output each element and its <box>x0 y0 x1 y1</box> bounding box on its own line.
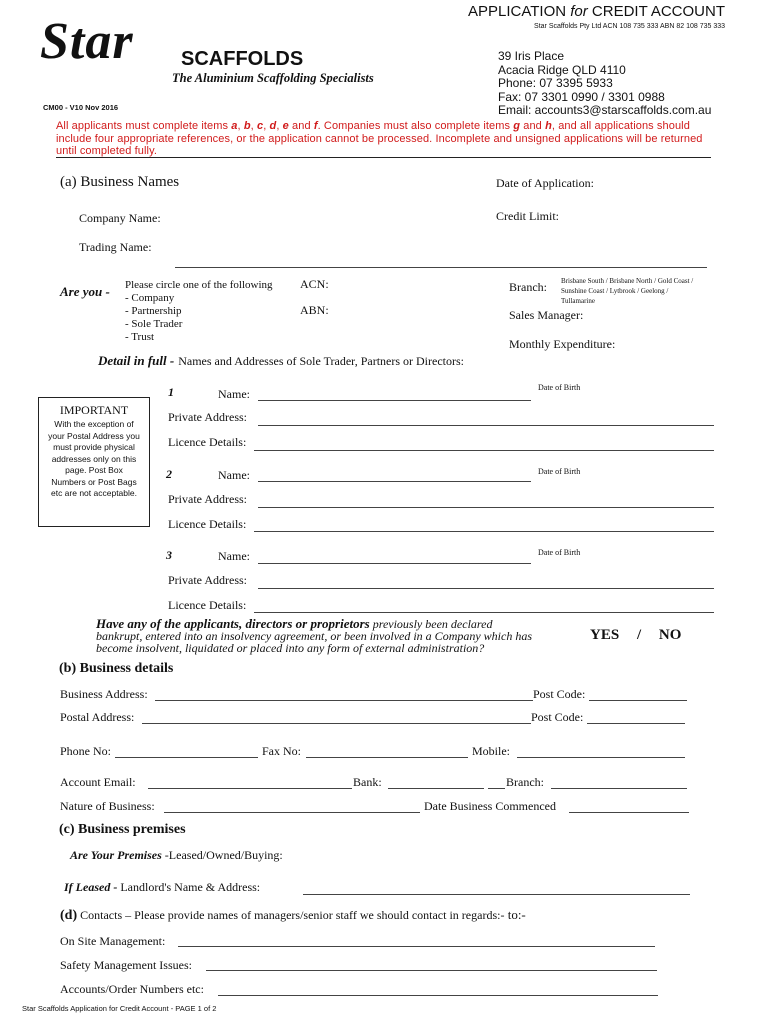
account-email-field[interactable] <box>148 788 352 789</box>
business-address-field[interactable] <box>155 700 533 701</box>
section-b-heading: (b) Business details <box>59 661 174 676</box>
option-trust[interactable]: - Trust <box>125 331 155 343</box>
accounts-order-numbers-label: Accounts/Order Numbers etc: <box>60 982 204 996</box>
nature-of-business-label: Nature of Business: <box>60 799 155 813</box>
person-3-licence-field[interactable] <box>254 612 714 613</box>
postal-post-code-label: Post Code: <box>531 710 584 724</box>
monthly-expenditure-label: Monthly Expenditure: <box>509 337 616 351</box>
phone-no-field[interactable] <box>115 757 258 758</box>
person-1-name-label: Name: <box>218 387 250 401</box>
tagline: The Aluminium Scaffolding Specialists <box>172 71 374 85</box>
fax-no-label: Fax No: <box>262 744 301 758</box>
sales-manager-label: Sales Manager: <box>509 308 584 322</box>
option-partnership[interactable]: - Partnership <box>125 305 182 317</box>
section-a-heading: (a) Business Names <box>60 174 180 190</box>
person-1-private-address-label: Private Address: <box>168 410 247 424</box>
person-2-dob-label: Date of Birth <box>538 467 581 476</box>
person-3-name-field[interactable] <box>258 563 531 564</box>
landlord-label: If Leased - Landlord's Name & Address: <box>64 880 261 894</box>
premises-question: Are Your Premises -Leased/Owned/Buying: <box>70 848 283 862</box>
person-1-licence-label: Licence Details: <box>168 435 247 449</box>
person-3-name-label: Name: <box>218 549 250 563</box>
person-1-private-address-field[interactable] <box>258 425 714 426</box>
person-1-dob-label: Date of Birth <box>538 383 581 392</box>
person-1-name-field[interactable] <box>258 400 531 401</box>
person-2-licence-label: Licence Details: <box>168 517 247 531</box>
person-3-number: 3 <box>166 548 172 562</box>
date-of-application-label: Date of Application: <box>496 176 594 190</box>
person-2-private-address-label: Private Address: <box>168 492 247 506</box>
page-footer: Star Scaffolds Application for Credit Account - PAGE 1 of 2 <box>22 1004 217 1013</box>
company-address: 39 Iris Place Acacia Ridge QLD 4110 Phone: 07 3395 5933 Fax: 07 3301 0990 / 3301 0988 Email: accounts3@starscaffolds.com.au <box>498 49 712 117</box>
mobile-field[interactable] <box>517 757 685 758</box>
postal-address-field[interactable] <box>142 723 531 724</box>
nature-of-business-field[interactable] <box>164 812 420 813</box>
credit-limit-label: Credit Limit: <box>496 209 559 223</box>
company-registration: Star Scaffolds Pty Ltd ACN 108 735 333 ABN 82 108 735 333 <box>534 23 725 30</box>
business-type-options[interactable]: Please circle one of the following - Company - Partnership - Sole Trader - Trust <box>125 279 273 343</box>
logo-star: Star <box>40 13 134 70</box>
company-name-label: Company Name: <box>79 211 161 225</box>
person-2-private-address-field[interactable] <box>258 507 714 508</box>
person-2-licence-field[interactable] <box>254 531 714 532</box>
document-title: APPLICATION for CREDIT ACCOUNT <box>468 3 725 20</box>
business-post-code-label: Post Code: <box>533 687 586 701</box>
section-d-heading: (d) Contacts – Please provide names of managers/senior staff we should contact in regards:- to:- <box>60 907 526 923</box>
detail-in-full: Detail in full - Names and Addresses of Sole Trader, Partners or Directors: <box>98 353 464 368</box>
person-1-licence-field[interactable] <box>254 450 714 451</box>
bank-branch-field[interactable] <box>551 788 687 789</box>
date-business-commenced-label: Date Business Commenced <box>424 799 556 813</box>
document-code: CM00 - V10 Nov 2016 <box>43 103 119 112</box>
section-c-heading: (c) Business premises <box>59 822 186 837</box>
phone-no-label: Phone No: <box>60 744 111 758</box>
logo-scaffolds: SCAFFOLDS <box>181 48 304 70</box>
account-email-label: Account Email: <box>60 775 136 789</box>
landlord-field[interactable] <box>303 894 690 895</box>
postal-address-label: Postal Address: <box>60 710 135 724</box>
person-3-dob-label: Date of Birth <box>538 548 581 557</box>
safety-management-field[interactable] <box>206 970 657 971</box>
person-2-name-label: Name: <box>218 468 250 482</box>
bank-field[interactable] <box>388 788 484 789</box>
abn-label: ABN: <box>300 303 329 317</box>
branch-options: Brisbane South / Brisbane North / Gold Coast / Sunshine Coast / Lytbrook / Geelong / Tullamarine <box>561 277 694 305</box>
business-post-code-field[interactable] <box>589 700 687 701</box>
person-2-number: 2 <box>166 467 172 481</box>
bank-label: Bank: <box>353 775 382 789</box>
yes-option[interactable]: YES <box>590 627 620 643</box>
person-3-licence-label: Licence Details: <box>168 598 247 612</box>
are-you-label: Are you - <box>60 284 110 299</box>
date-business-commenced-field[interactable] <box>569 812 689 813</box>
application-notice: All applicants must complete items a, b, c, d, e and f. Companies must also complete items g and h, and all applications should include four appropriate references, or the application cannot be processed. Incomplete and unsigned applications will be returned until completed fully. <box>56 120 703 157</box>
important-box <box>38 397 150 527</box>
bank-branch-prefix-line <box>488 788 505 789</box>
bankruptcy-question: Have any of the applicants, directors or proprietors previously been declared bankrupt, entered into an insolvency agreement, or been involved in a Company which has become insolvent, liquidated or placed into any form of external administration? <box>96 616 533 655</box>
business-address-label: Business Address: <box>60 687 148 701</box>
on-site-management-label: On Site Management: <box>60 934 166 948</box>
no-option[interactable]: NO <box>658 627 682 643</box>
postal-post-code-field[interactable] <box>587 723 685 724</box>
trading-name-label: Trading Name: <box>79 240 152 254</box>
accounts-order-numbers-field[interactable] <box>218 995 658 996</box>
person-3-private-address-label: Private Address: <box>168 573 247 587</box>
option-company[interactable]: - Company <box>125 292 175 304</box>
person-1-number: 1 <box>168 385 174 399</box>
bankruptcy-answer: YES / NO <box>590 627 682 643</box>
branch-label: Branch: <box>509 280 547 294</box>
option-sole-trader[interactable]: - Sole Trader <box>125 318 183 330</box>
important-title: IMPORTANT <box>59 403 129 417</box>
notice-divider <box>56 157 711 158</box>
fax-no-field[interactable] <box>306 757 468 758</box>
mobile-label: Mobile: <box>472 744 510 758</box>
person-3-private-address-field[interactable] <box>258 588 714 589</box>
important-body: With the exception of your Postal Address you must provide physical addresses only on this page. Post Box Numbers or Post Bags etc are not acceptable. <box>48 419 140 498</box>
on-site-management-field[interactable] <box>178 946 655 947</box>
person-2-name-field[interactable] <box>258 481 531 482</box>
acn-label: ACN: <box>300 277 329 291</box>
bank-branch-label: Branch: <box>506 775 544 789</box>
safety-management-label: Safety Management Issues: <box>60 958 192 972</box>
trading-name-field[interactable] <box>175 267 707 268</box>
